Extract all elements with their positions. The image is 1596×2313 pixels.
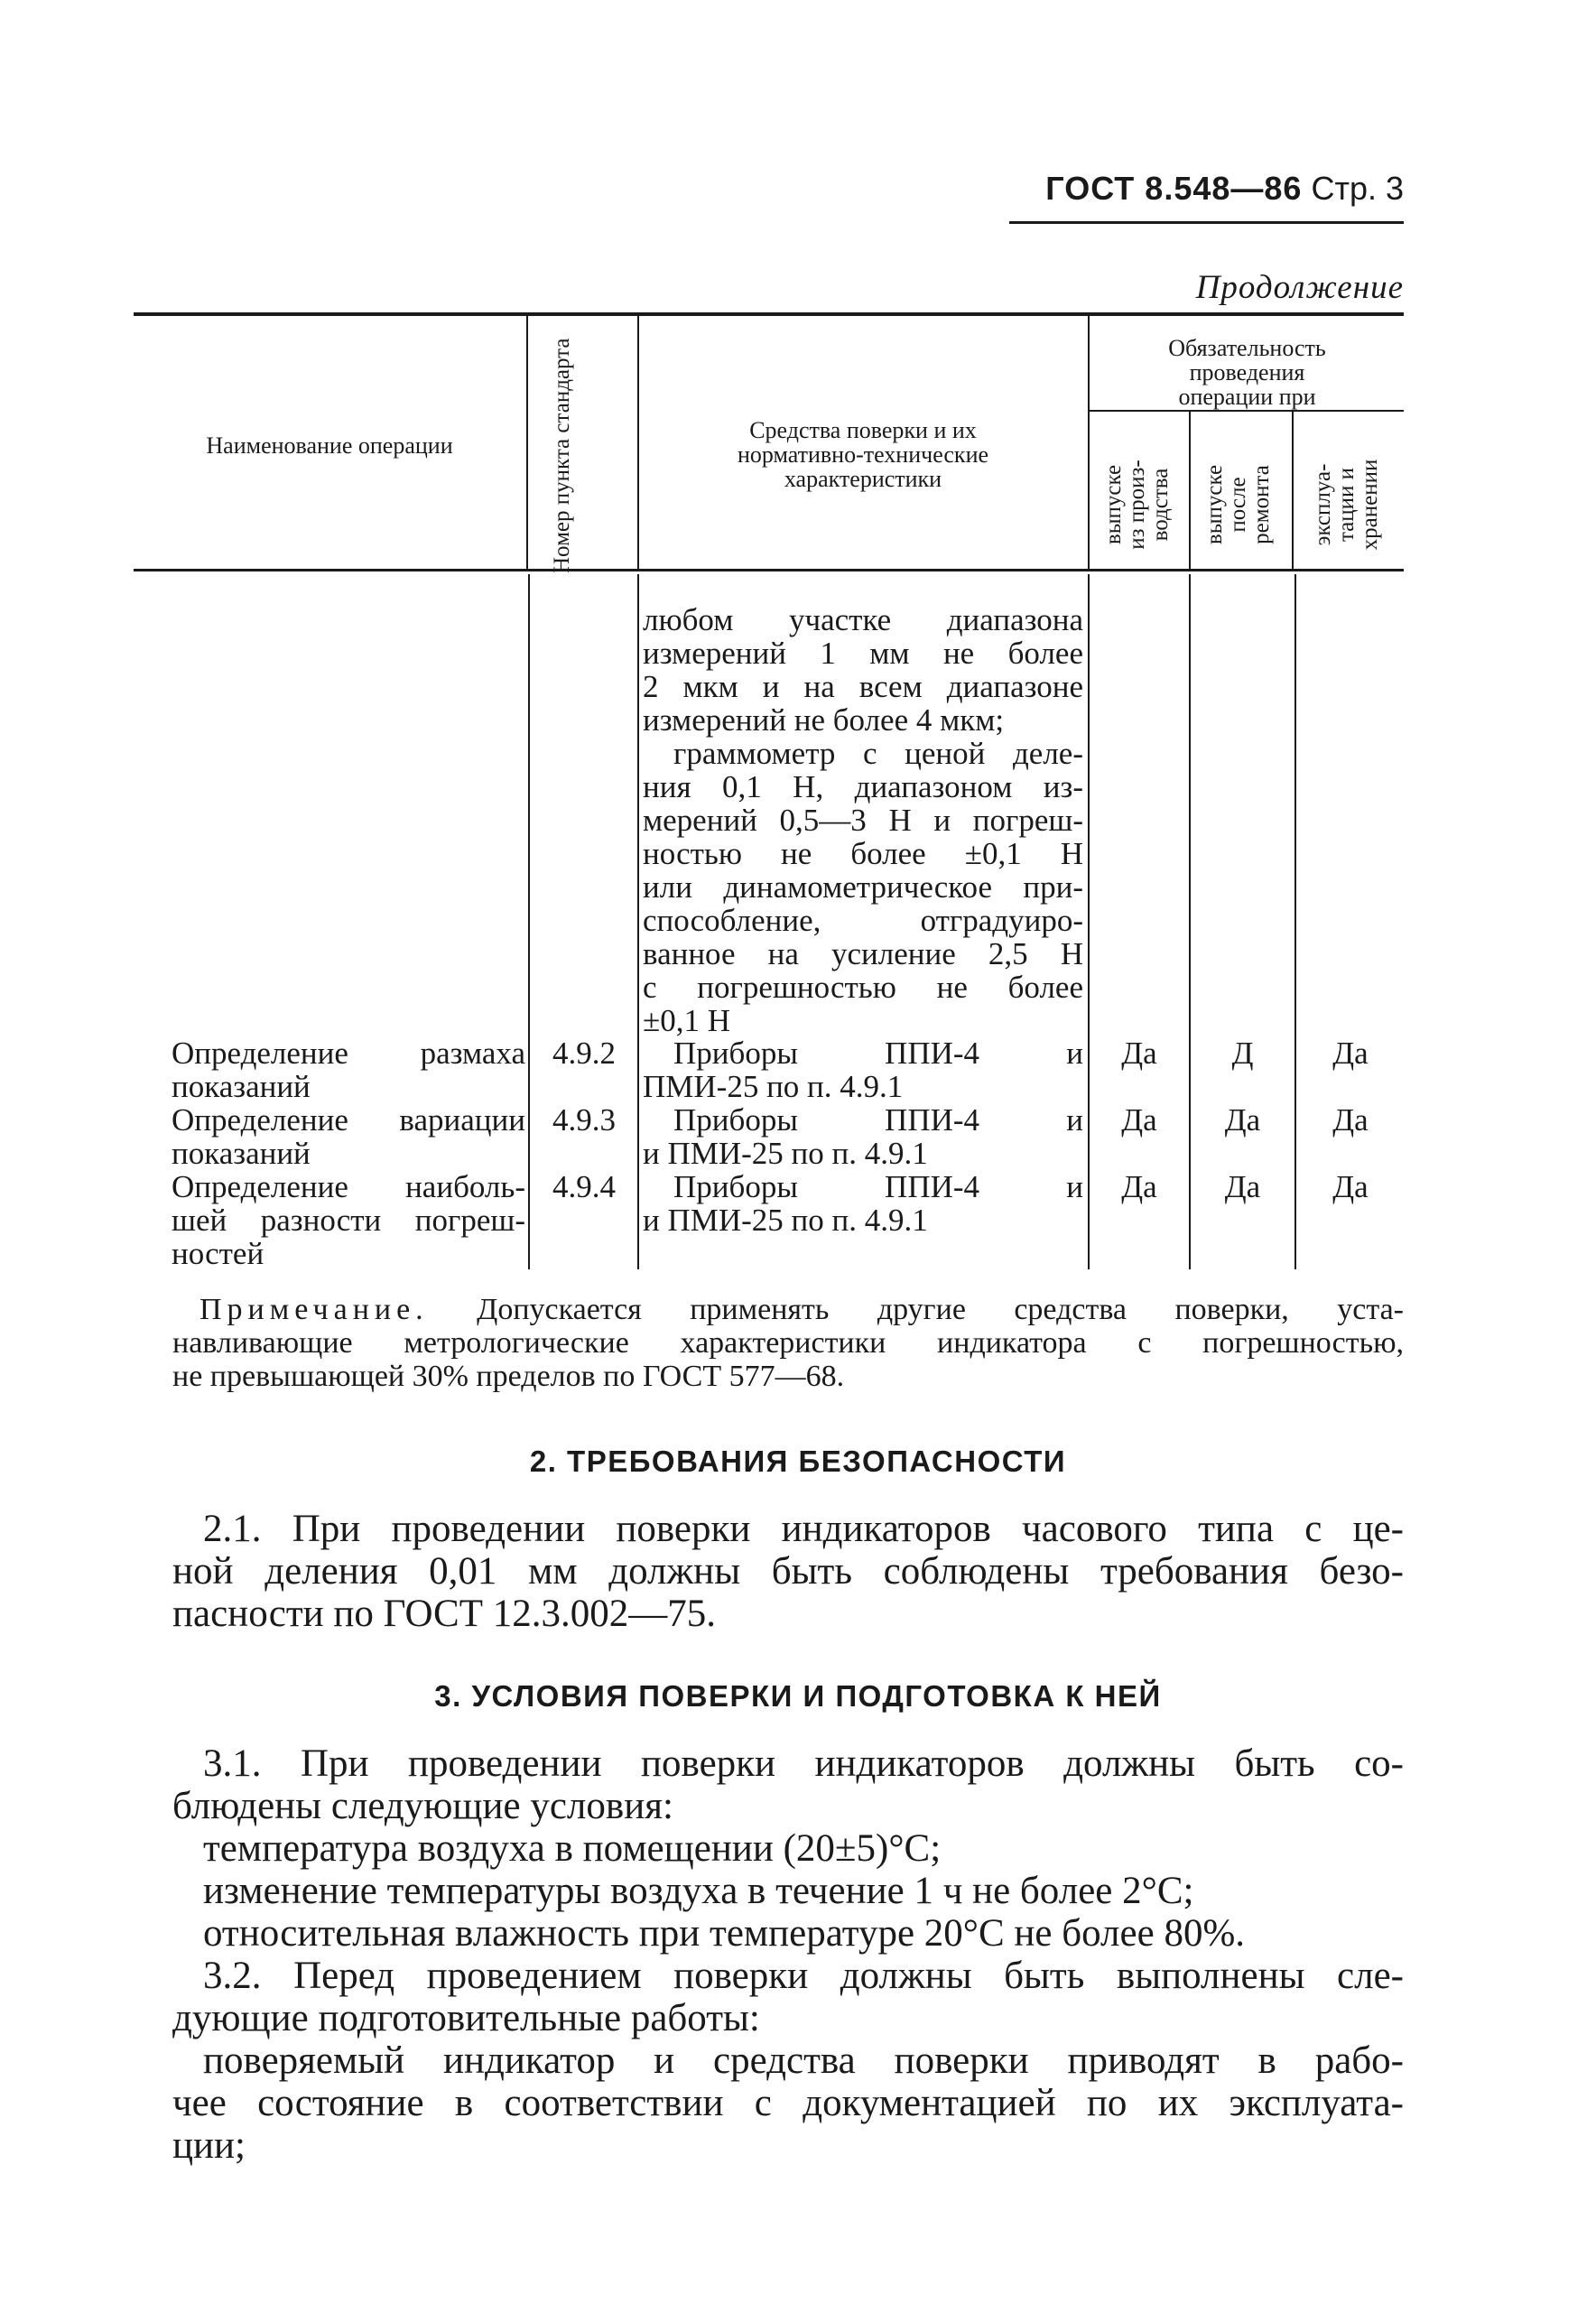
means-header-line: характеристики: [784, 466, 942, 492]
subheader-line: выпуске: [1202, 464, 1227, 545]
row-name-line: ностей: [172, 1236, 264, 1271]
subheader-line: после: [1226, 477, 1250, 533]
table-row-means: [643, 1036, 1083, 1103]
note-text: Допускается применять другие средства поверки, уста-: [477, 1293, 1405, 1326]
col-rule-3-head: [1088, 316, 1090, 569]
page-number: Стр. 3: [1311, 170, 1404, 207]
col-rule-1-body: [528, 574, 530, 1269]
paragraph-line: изменение температуры воздуха в течение 1 ч не более 2°С;: [203, 1870, 1194, 1912]
paragraph-line: температура воздуха в помещении (20±5)°С;: [203, 1827, 942, 1870]
means-line: любом участке диапазона: [643, 602, 1083, 637]
col-rule-2-body: [637, 574, 639, 1269]
paragraph-line: 3.1. При проведении поверки индикаторов должны быть со-: [203, 1742, 1404, 1785]
col-header-means: [641, 418, 1085, 491]
note-line: [172, 1293, 1404, 1326]
table-row-number: 4.9.4: [552, 1169, 616, 1204]
col-header-release-production: [1102, 437, 1178, 572]
row-means-line: Приборы ППИ-4 и: [673, 1036, 1083, 1071]
subheader-line: выпуске: [1101, 464, 1126, 545]
means-continuation: [643, 603, 1083, 1037]
mandatory-header-line: Обязательность: [1168, 335, 1326, 361]
subheader-line: из произ-: [1125, 460, 1149, 550]
col-header-operation: [1312, 437, 1387, 572]
means-line: с погрешностью не более: [643, 970, 1083, 1005]
col-header-number: Номер пункта стандарта: [550, 338, 574, 573]
col-header-release-repair: [1203, 437, 1279, 572]
means-line: мерений 0,5—3 Н и погреш-: [643, 803, 1083, 838]
paragraph-line: поверяемый индикатор и средства поверки приводят в рабо-: [203, 2039, 1404, 2082]
table-row-name: [172, 1170, 525, 1270]
paragraph-line: ной деления 0,01 мм должны быть соблюдены требования безо-: [172, 1550, 1404, 1593]
means-header-line: нормативно-технические: [737, 441, 989, 468]
row-name-line: показаний: [172, 1136, 311, 1171]
paragraph-line: ции;: [172, 2124, 246, 2167]
row-oper-mark: Да: [1332, 1036, 1369, 1071]
row-oper-mark: Да: [1332, 1102, 1369, 1138]
paragraph-line: относительная влажность при температуре 20°С не более 80%.: [203, 1912, 1246, 1955]
paragraph-line: 3.2. Перед проведением поверки должны быть выполнены сле-: [203, 1955, 1404, 1997]
row-repair-mark: Да: [1224, 1169, 1261, 1204]
note-line: навливающие метрологические характеристики индикатора с погрешностью,: [172, 1326, 1404, 1360]
section-2-body: [172, 1508, 1404, 1635]
col-rule-5-head: [1292, 412, 1294, 569]
row-means-line: ПМИ-25 по п. 4.9.1: [643, 1069, 904, 1104]
row-means-line: и ПМИ-25 по п. 4.9.1: [643, 1203, 928, 1238]
subheader-line: ремонта: [1249, 465, 1274, 544]
table-row-means: [643, 1103, 1083, 1170]
paragraph-line: дующие подготовительные работы:: [172, 1997, 760, 2039]
col-rule-5-body: [1294, 574, 1296, 1269]
means-line: граммометр с ценой деле-: [673, 736, 1083, 771]
continuation-label: Продолжение: [1195, 269, 1404, 306]
subheader-line: эксплуа-: [1311, 463, 1335, 546]
table-row-means: [643, 1170, 1083, 1237]
means-line: измерений 1 мм не более: [643, 636, 1083, 671]
paragraph-line: блюдены следующие условия:: [172, 1785, 673, 1827]
section-3-body: [172, 1742, 1404, 2167]
row-prod-mark: Да: [1121, 1102, 1157, 1138]
row-name-line: Определение наиболь-: [172, 1169, 525, 1204]
mandatory-header-line: проведения: [1189, 359, 1305, 386]
header-rule: [1009, 221, 1404, 224]
paragraph-line: чее состояние в соответствии с документацией по их эксплуата-: [172, 2082, 1404, 2124]
means-line: или динамометрическое при-: [643, 869, 1083, 905]
means-line: ностью не более ±0,1 Н: [643, 836, 1083, 871]
means-line: ния 0,1 Н, диапазоном из-: [643, 769, 1083, 804]
means-line: 2 мкм и на всем диапазоне: [643, 669, 1083, 704]
row-name-line: показаний: [172, 1069, 311, 1104]
table-row-number: 4.9.3: [552, 1102, 616, 1138]
row-means-line: и ПМИ-25 по п. 4.9.1: [643, 1136, 928, 1171]
means-line: ванное на усиление 2,5 Н: [643, 936, 1083, 971]
row-repair-mark: Да: [1224, 1102, 1261, 1138]
row-repair-mark: Д: [1231, 1036, 1254, 1071]
subheader-line: водства: [1148, 468, 1173, 542]
row-prod-mark: Да: [1121, 1169, 1157, 1204]
means-line: способление, отградуиро-: [643, 903, 1083, 938]
means-line: измерений не более 4 мкм;: [643, 702, 1005, 738]
table-note: [172, 1293, 1404, 1393]
page-header: [903, 170, 1404, 208]
mandatory-header-line: операции при: [1178, 384, 1316, 410]
col-rule-4-head: [1189, 412, 1191, 569]
table-row-name: [172, 1036, 525, 1103]
col-rule-4-body: [1189, 574, 1191, 1269]
note-label: Примечание.: [200, 1293, 429, 1326]
table-row-number: 4.9.2: [552, 1036, 616, 1071]
means-line: ±0,1 Н: [643, 1003, 730, 1038]
col-header-name: Наименование операции: [206, 432, 453, 459]
col-rule-1-head: [526, 316, 528, 569]
col-rule-3-body: [1088, 574, 1090, 1269]
row-means-line: Приборы ППИ-4 и: [673, 1102, 1083, 1138]
gost-number: ГОСТ 8.548—86: [1045, 170, 1303, 207]
subheader-line: хранении: [1358, 459, 1382, 551]
col-header-mandatory: [1090, 336, 1404, 409]
row-oper-mark: Да: [1332, 1169, 1369, 1204]
row-means-line: Приборы ППИ-4 и: [673, 1169, 1083, 1204]
row-name-line: Определение вариации: [172, 1102, 525, 1138]
row-prod-mark: Да: [1121, 1036, 1157, 1071]
means-header-line: Средства поверки и их: [749, 417, 977, 443]
row-name-line: шей разности погреш-: [172, 1203, 525, 1238]
col-rule-2-head: [637, 316, 639, 569]
subheader-line: тации и: [1334, 467, 1359, 543]
table-top-rule: [134, 312, 1404, 316]
table-row-name: [172, 1103, 525, 1170]
section-3-title: 3. УСЛОВИЯ ПОВЕРКИ И ПОДГОТОВКА К НЕЙ: [434, 1679, 1162, 1713]
row-name-line: Определение размаха: [172, 1036, 525, 1071]
paragraph-line: пасности по ГОСТ 12.3.002—75.: [172, 1593, 716, 1635]
section-2-title: 2. ТРЕБОВАНИЯ БЕЗОПАСНОСТИ: [529, 1444, 1067, 1478]
note-line: не превышающей 30% пределов по ГОСТ 577—68.: [172, 1360, 845, 1393]
mandatory-rule: [1089, 410, 1404, 412]
paragraph-line: 2.1. При проведении поверки индикаторов часового типа с це-: [203, 1508, 1404, 1550]
